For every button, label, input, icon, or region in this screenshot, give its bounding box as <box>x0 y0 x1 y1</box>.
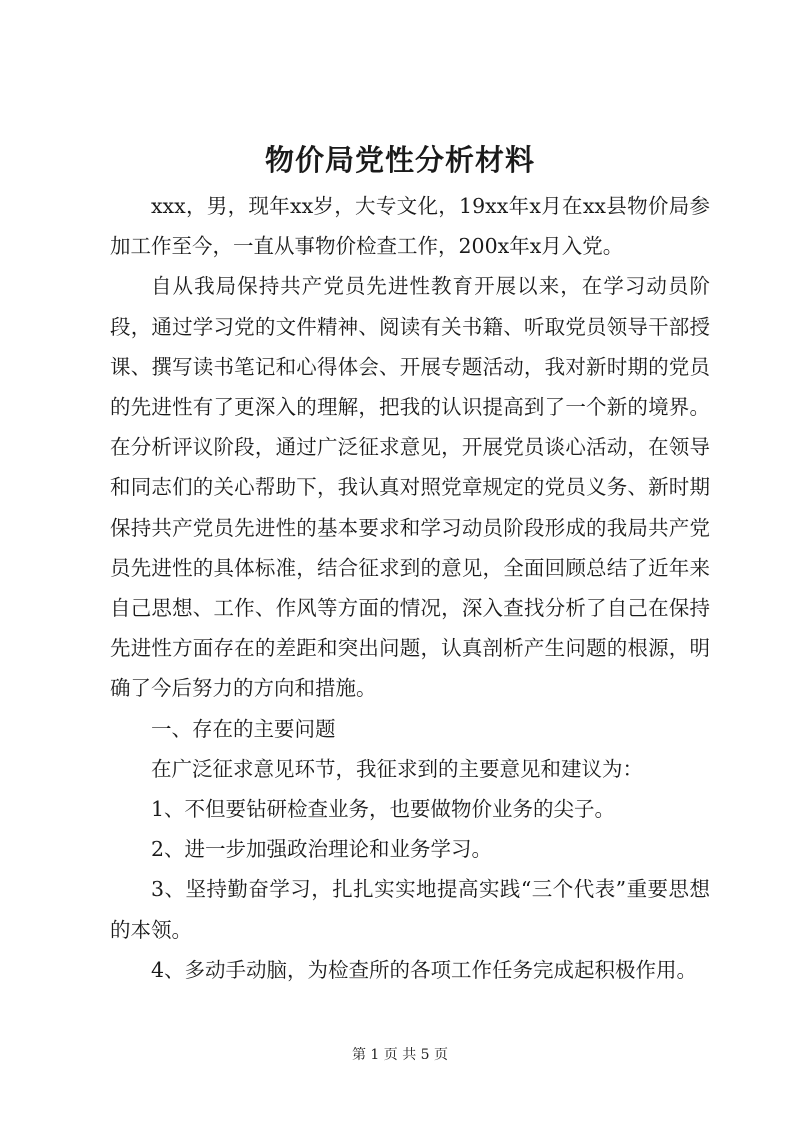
list-item-2: 2、进一步加强政治理论和业务学习。 <box>151 837 493 862</box>
document-body <box>110 186 710 990</box>
list-item-1: 1、不但要钻研检查业务，也要做物价业务的尖子。 <box>151 797 616 822</box>
document-title: 物价局党性分析材料 <box>264 143 535 177</box>
section-heading-main-problems: 一、存在的主要问题 <box>151 716 336 741</box>
paragraph-education-summary: 自从我局保持共产党员先进性教育开展以来，在学习动员阶段，通过学习党的文件精神、阅读有关书籍、听取党员领导干部授课、撰写读书笔记和心得体会、开展专题活动，我对新时期的党员的先进性有了更深入的理解，把我的认识提高到了一个新的境界。在分析评议阶段，通过广泛征求意见，开展党员谈心活动，在领导和同志们的关心帮助下，我认真对照党章规定的党员义务、新时期保持共产党员先进性的基本要求和学习动员阶段形成的我局共产党员先进性的具体标准，结合征求到的意见，全面回顾总结了近年来自己思想、工作、作风等方面的情况，深入查找分析了自己在保持先进性方面存在的差距和突出问题，认真剖析产生问题的根源，明确了今后努力的方向和措施。 <box>110 274 710 701</box>
paragraph-feedback-intro: 在广泛征求意见环节，我征求到的主要意见和建议为： <box>151 756 643 781</box>
list-item-3: 3、坚持勤奋学习，扎扎实实地提高实践“三个代表”重要思想的本领。 <box>110 877 710 942</box>
list-item-4: 4、多动手动脑，为检查所的各项工作任务完成起积极作用。 <box>151 957 698 982</box>
page-number-footer: 第 1 页 共 5 页 <box>351 1047 449 1063</box>
paragraph-profile: xxx，男，现年xx岁，大专文化，19xx年x月在xx县物价局参加工作至今，一直从事物价检查工作，200x年x月入党。 <box>110 194 710 259</box>
